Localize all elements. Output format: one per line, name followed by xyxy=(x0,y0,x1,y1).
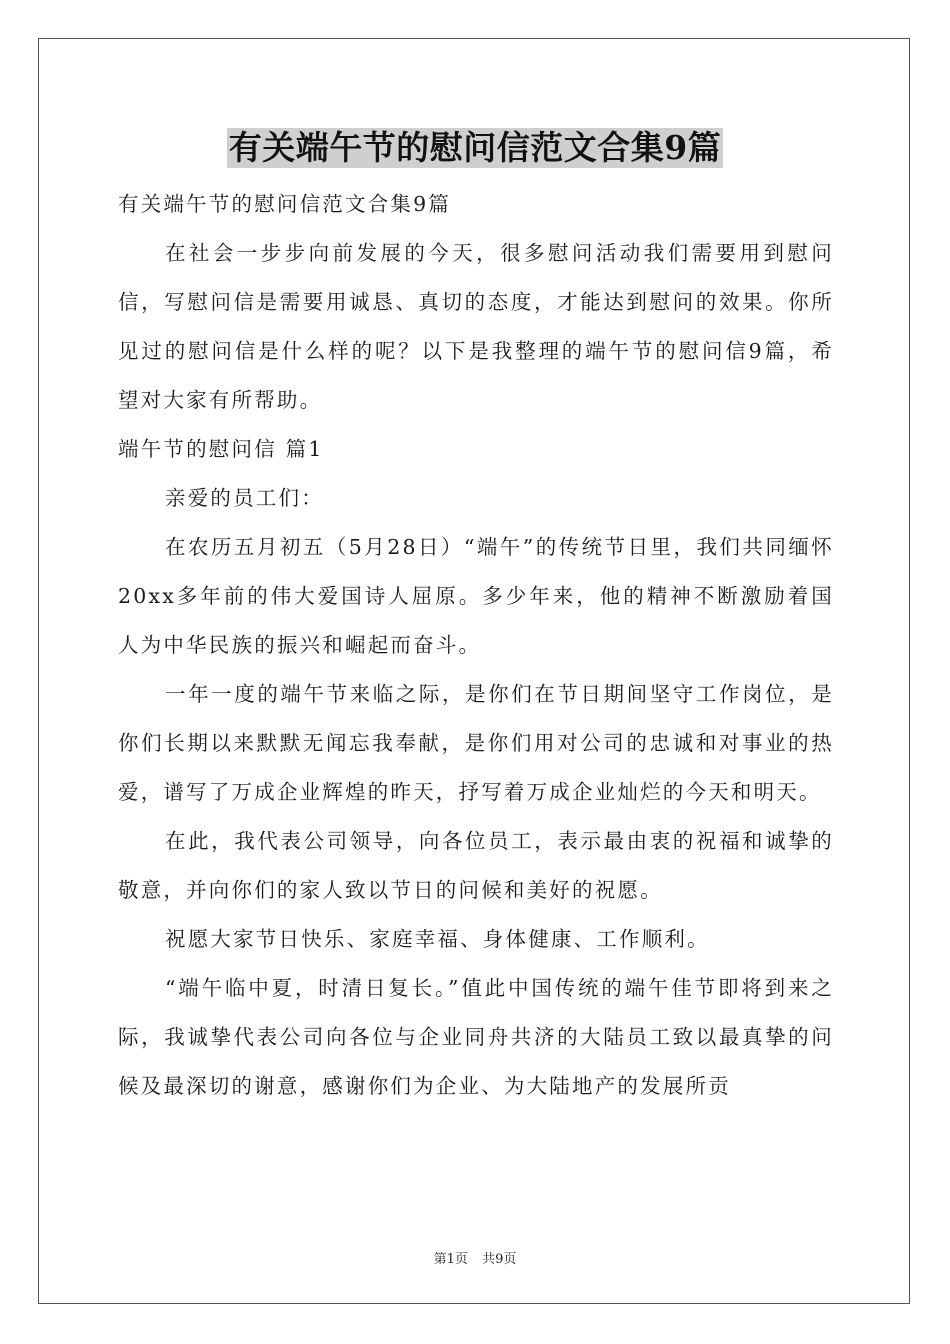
body-paragraph-2: 一年一度的端午节来临之际，是你们在节日期间坚守工作岗位，是你们长期以来默默无闻忘我奉献，是你们用对公司的忠诚和对事业的热爱，谱写了万成企业辉煌的昨天，抒写着万成企业灿烂的今天和明天。 xyxy=(118,682,834,804)
greeting: 亲爱的员工们： xyxy=(165,486,324,510)
document-body xyxy=(118,180,834,1111)
title-container xyxy=(0,128,950,168)
intro-paragraph: 在社会一步步向前发展的今天，很多慰问活动我们需要用到慰问信，写慰问信是需要用诚恳、真切的态度，才能达到慰问的效果。你所见过的慰问信是什么样的呢？以下是我整理的端午节的慰问信9篇，希望对大家有所帮助。 xyxy=(118,241,834,412)
page-footer xyxy=(0,1248,950,1267)
page-number-current: 第1页 xyxy=(433,1252,468,1267)
body-paragraph-1: 在农历五月初五（5月28日）“端午”的传统节日里，我们共同缅怀20xx多年前的伟大爱国诗人屈原。多少年来，他的精神不断激励着国人为中华民族的振兴和崛起而奋斗。 xyxy=(118,535,834,657)
document-subtitle: 有关端午节的慰问信范文合集9篇 xyxy=(118,192,452,216)
body-paragraph-4: 祝愿大家节日快乐、家庭幸福、身体健康、工作顺利。 xyxy=(165,927,710,951)
section-heading: 端午节的慰问信 篇1 xyxy=(118,437,324,461)
page-number-total: 共9页 xyxy=(482,1252,517,1267)
body-paragraph-3: 在此，我代表公司领导，向各位员工，表示最由衷的祝福和诚挚的敬意，并向你们的家人致以节日的问候和美好的祝愿。 xyxy=(118,829,834,902)
body-paragraph-5: “端午临中夏，时清日复长。”值此中国传统的端午佳节即将到来之际，我诚挚代表公司向各位与企业同舟共济的大陆员工致以最真挚的问候及最深切的谢意，感谢你们为企业、为大陆地产的发展所贡 xyxy=(118,976,834,1098)
document-title: 有关端午节的慰问信范文合集9篇 xyxy=(228,128,722,167)
